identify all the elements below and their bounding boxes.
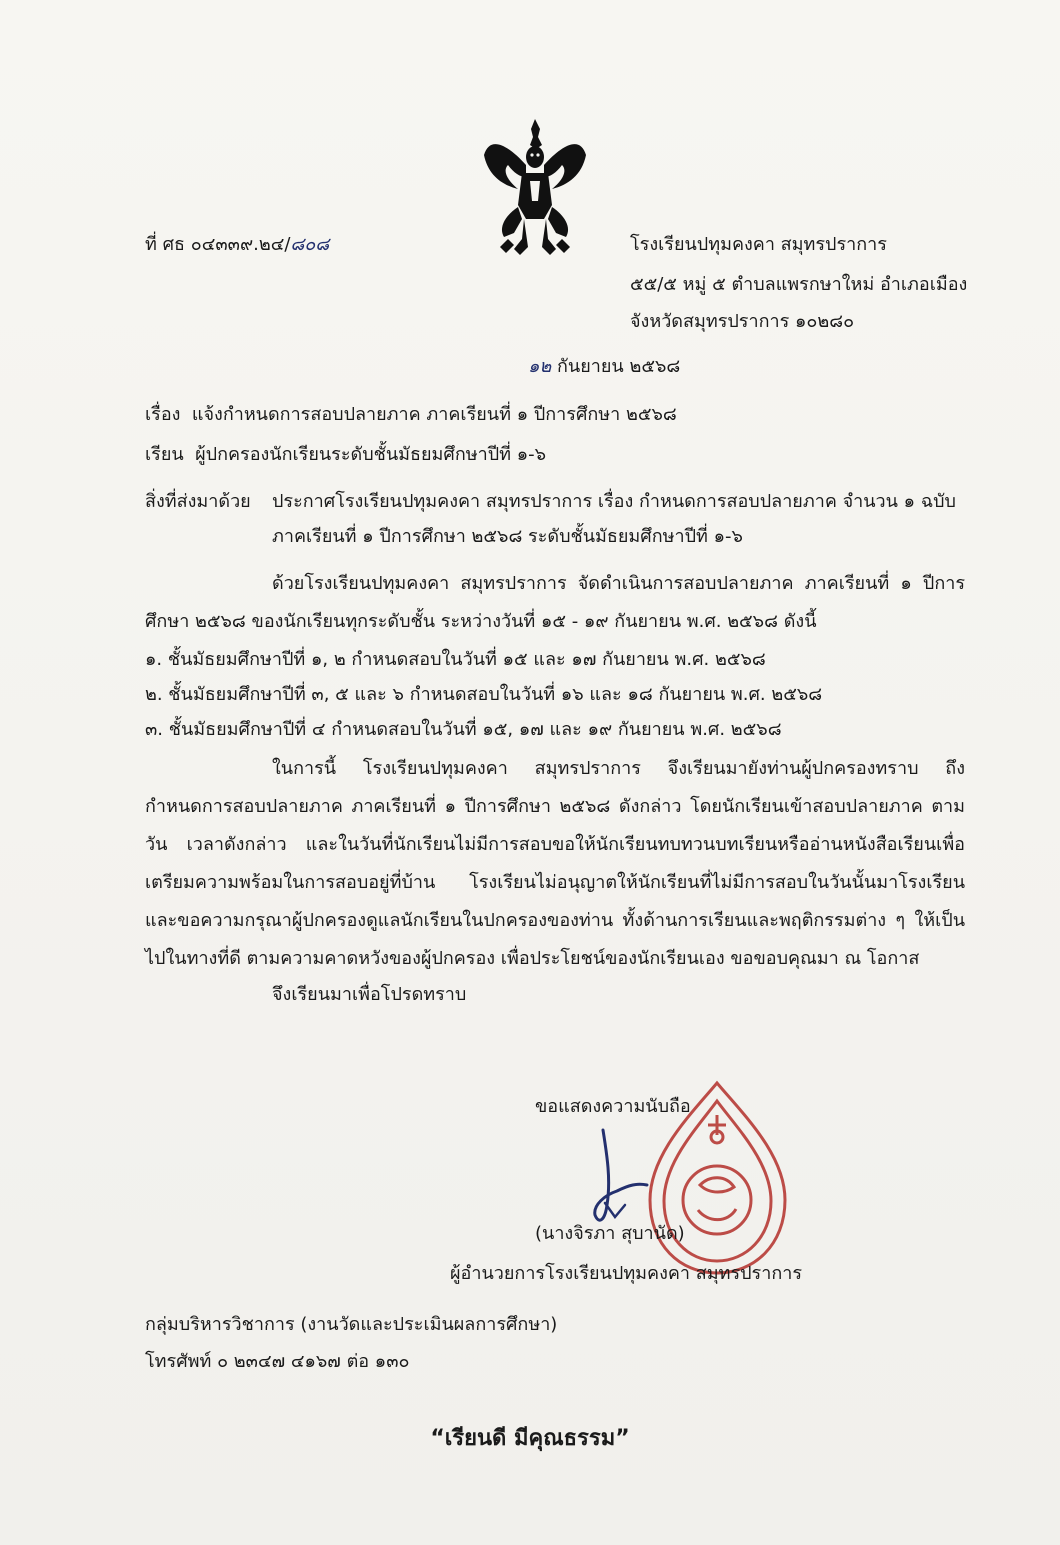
handwritten-signature: [585, 1125, 665, 1230]
signer-position: ผู้อำนวยการโรงเรียนปทุมคงคา สมุทรปราการ: [450, 1263, 803, 1284]
garuda-emblem-icon: [478, 115, 593, 265]
salutation-line: เรียน ผู้ปกครองนักเรียนระดับชั้นมัธยมศึกษาปีที่ ๑-๖: [145, 444, 547, 465]
signer-name: (นางจิรภา สุบานัด): [535, 1223, 685, 1244]
regards-text: ขอแสดงความนับถือ: [535, 1096, 691, 1117]
subject-line: เรื่อง แจ้งกำหนดการสอบปลายภาค ภาคเรียนที่ ๑ ปีการศึกษา ๒๕๖๘: [145, 404, 677, 425]
school-motto: “เรียนดี มีคุณธรรม”: [430, 1426, 630, 1451]
reference-number: ที่ ศธ ๐๔๓๓๙.๒๔/๘๐๘: [145, 234, 330, 255]
closing-line: จึงเรียนมาเพื่อโปรดทราบ: [272, 984, 467, 1005]
handwritten-day: ๑๒: [528, 356, 552, 377]
school-address-line2: จังหวัดสมุทรปราการ ๑๐๒๘๐: [630, 311, 855, 332]
list-item: ๒. ชั้นมัธยมศึกษาปีที่ ๓, ๕ และ ๖ กำหนดสอบในวันที่ ๑๖ และ ๑๘ กันยายน พ.ศ. ๒๕๖๘: [145, 684, 823, 705]
list-item: ๓. ชั้นมัธยมศึกษาปีที่ ๔ กำหนดสอบในวันที่ ๑๕, ๑๗ และ ๑๙ กันยายน พ.ศ. ๒๕๖๘: [145, 719, 782, 740]
school-address-line1: ๕๕/๕ หมู่ ๕ ตำบลแพรกษาใหม่ อำเภอเมือง: [630, 274, 968, 295]
list-item: ๑. ชั้นมัธยมศึกษาปีที่ ๑, ๒ กำหนดสอบในวันที่ ๑๕ และ ๑๗ กันยายน พ.ศ. ๒๕๖๘: [145, 649, 766, 670]
handwritten-ref-number: ๘๐๘: [290, 234, 330, 255]
body-paragraph-2: ในการนี้ โรงเรียนปทุมคงคา สมุทรปราการ จึงเรียนมายังท่านผู้ปกครองทราบ ถึงกำหนดการสอบปลายภาค ภาคเรียนที่ ๑ ปีการศึกษา ๒๕๖๘ ดังกล่าว โดยนักเรียนเข้าสอบปลายภาค ตามวัน เวลาดังกล่าว และในวันที่นักเรียนไม่มีการสอบขอให้นักเรียนทบทวนบทเรียนหรืออ่านหนังสือเรียนเพื่อเตรียมความพร้อมในการสอบอยู่ที่บ้าน โรงเรียนไม่อนุญาตให้นักเรียนที่ไม่มีการสอบในวันนั้นมาโรงเรียน และขอความกรุณาผู้ปกครองดูแลนักเรียนในปกครองของท่าน ทั้งด้านการเรียนและพฤติกรรมต่าง ๆ ให้เป็นไปในทางที่ดี ตามความคาดหวังของผู้ปกครอง เพื่อประโยชน์ของนักเรียนเอง ขอขอบคุณมา ณ โอกาส: [145, 758, 965, 969]
phone-line: โทรศัพท์ ๐ ๒๓๔๗ ๔๑๖๗ ต่อ ๑๓๐: [145, 1351, 410, 1372]
letter-date: ๑๒ กันยายน ๒๕๖๘: [528, 356, 681, 377]
attachment-label: สิ่งที่ส่งมาด้วย: [145, 491, 251, 512]
attachment-line2: ภาคเรียนที่ ๑ ปีการศึกษา ๒๕๖๘ ระดับชั้นมัธยมศึกษาปีที่ ๑-๖: [272, 526, 743, 547]
school-name: โรงเรียนปทุมคงคา สมุทรปราการ: [630, 234, 887, 255]
attachment-line1: ประกาศโรงเรียนปทุมคงคา สมุทรปราการ เรื่อง กำหนดการสอบปลายภาค จำนวน ๑ ฉบับ: [272, 491, 956, 512]
department-line: กลุ่มบริหารวิชาการ (งานวัดและประเมินผลการศึกษา): [145, 1314, 558, 1335]
body-paragraph-1: ด้วยโรงเรียนปทุมคงคา สมุทรปราการ จัดดำเนินการสอบปลายภาค ภาคเรียนที่ ๑ ปีการศึกษา ๒๕๖๘ ของนักเรียนทุกระดับชั้น ระหว่างวันที่ ๑๕ - ๑๙ กันยายน พ.ศ. ๒๕๖๘ ดังนี้: [145, 573, 965, 632]
